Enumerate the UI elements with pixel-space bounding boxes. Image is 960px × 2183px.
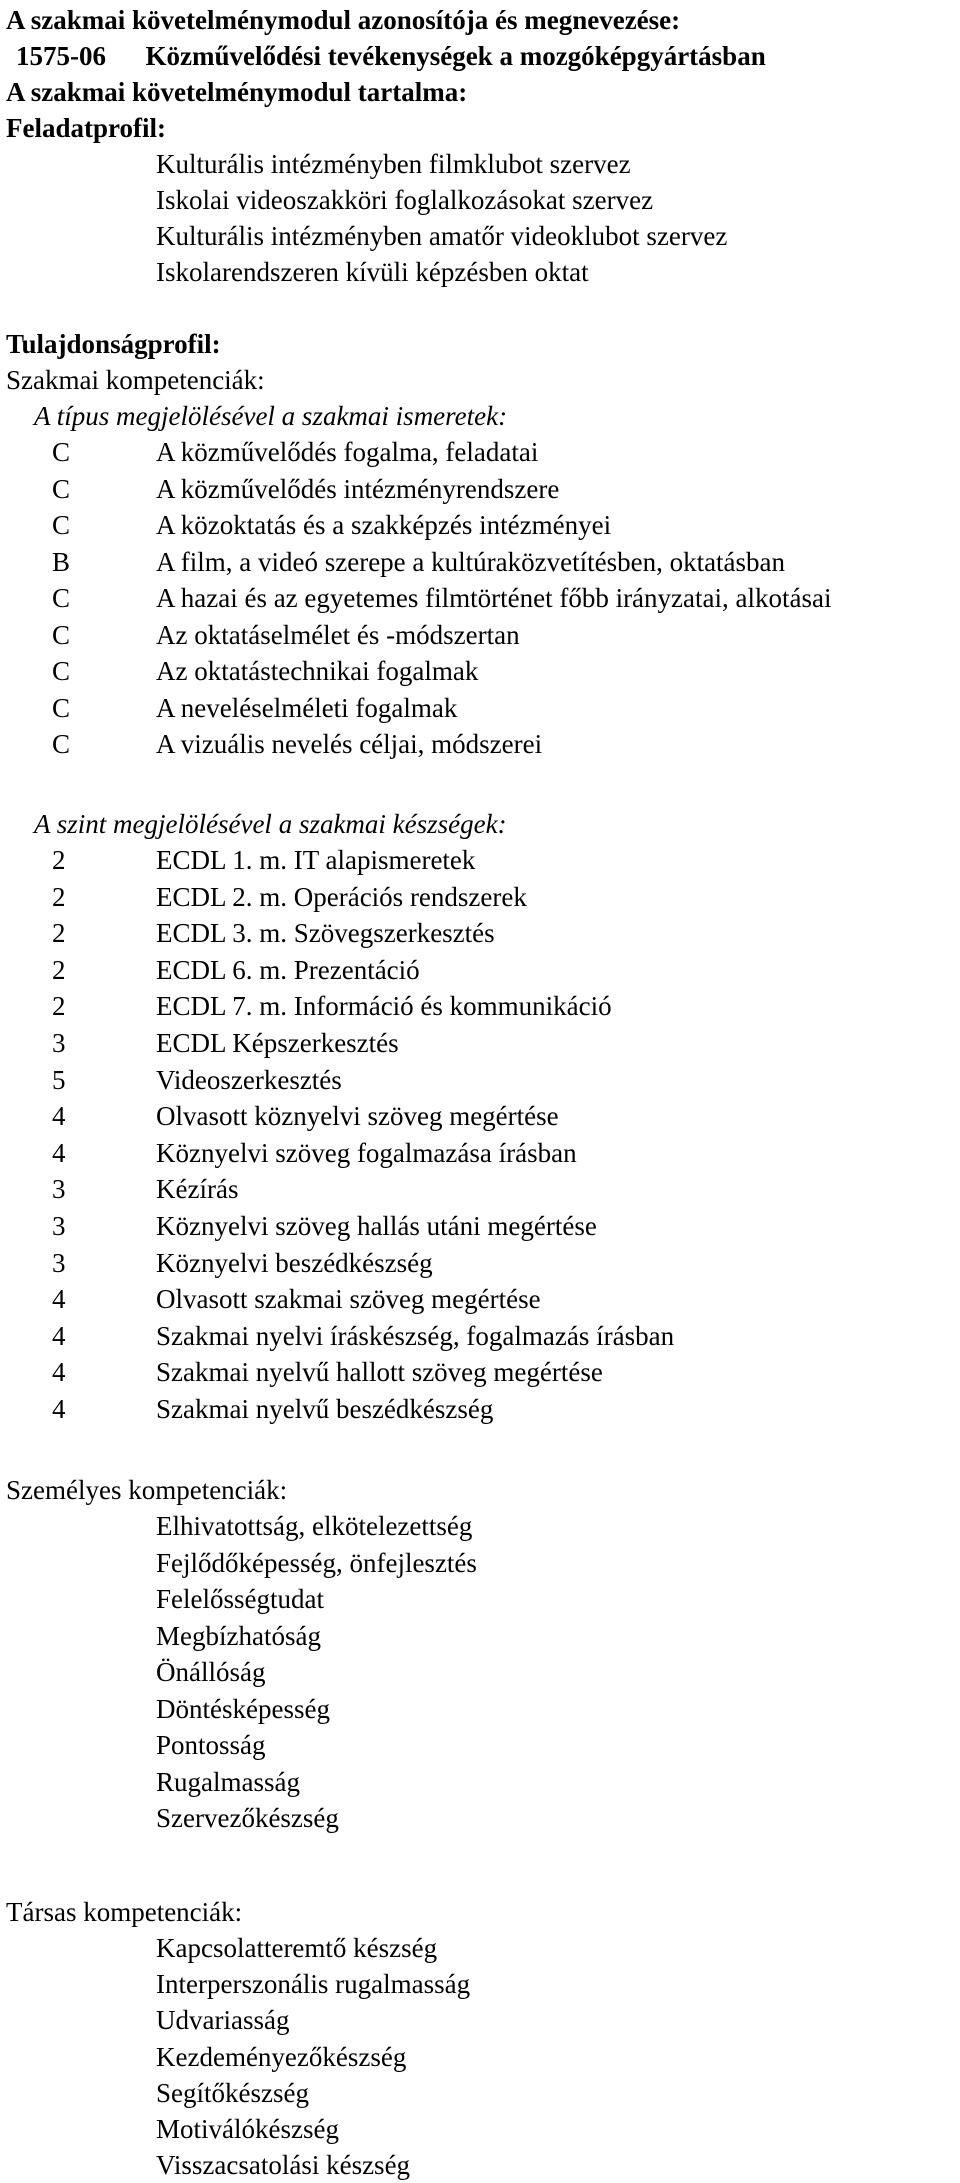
knowledge-item-code: C xyxy=(52,437,71,467)
social-item: Interperszonális rugalmasság xyxy=(156,1969,471,2000)
skill-item-code: 3 xyxy=(52,1211,66,1241)
skill-item xyxy=(6,1025,954,1061)
skill-item xyxy=(6,952,954,988)
skill-item-code: 2 xyxy=(52,881,66,912)
personal-item: Pontosság xyxy=(156,1730,266,1760)
module-content-heading: A szakmai követelménymodul tartalma: xyxy=(6,77,468,107)
skill-item-text: ECDL 2. m. Operációs rendszerek xyxy=(156,881,527,912)
skill-item-code: 4 xyxy=(52,1394,66,1424)
skill-item-text: Olvasott köznyelvi szöveg megértése xyxy=(156,1101,559,1132)
knowledge-item-code: C xyxy=(52,510,71,540)
skill-item-code: 4 xyxy=(52,1320,66,1351)
knowledge-item-code: C xyxy=(52,656,71,686)
skill-item-text: ECDL 3. m. Szövegszerkesztés xyxy=(156,918,495,949)
knowledge-item-text: A vizuális nevelés céljai, módszerei xyxy=(156,729,543,759)
skill-item xyxy=(6,1098,954,1134)
social-item: Udvariasság xyxy=(156,2005,290,2036)
module-code-line xyxy=(16,38,766,74)
knowledge-item-code: C xyxy=(52,473,71,504)
module-name: Közművelődési tevékenységek a mozgóképgyártásban xyxy=(145,41,766,71)
skill-item xyxy=(6,842,954,878)
task-item: Kulturális intézményben amatőr videoklubot szervez xyxy=(156,221,728,251)
task-item: Iskolai videoszakköri foglalkozásokat szervez xyxy=(156,185,654,215)
knowledge-item-text: Az oktatáselmélet és -módszertan xyxy=(156,619,520,650)
skill-item-text: Videoszerkesztés xyxy=(156,1064,342,1095)
knowledge-item xyxy=(6,434,954,470)
knowledge-item-text: Az oktatástechnikai fogalmak xyxy=(156,656,479,686)
knowledge-item xyxy=(6,544,954,580)
skill-item-text: Köznyelvi szöveg fogalmazása írásban xyxy=(156,1137,577,1168)
module-id-heading: A szakmai követelménymodul azonosítója és megnevezése: xyxy=(6,5,681,35)
personal-item: Felelősségtudat xyxy=(156,1584,324,1614)
skill-item-text: Köznyelvi beszédkészség xyxy=(156,1247,433,1278)
knowledge-item xyxy=(6,617,954,653)
social-item: Segítőkészség xyxy=(156,2077,309,2108)
social-item: Visszacsatolási készség xyxy=(156,2150,411,2181)
skill-item xyxy=(6,1354,954,1390)
skill-item xyxy=(6,915,954,951)
skill-item xyxy=(6,1245,954,1281)
task-item: Iskolarendszeren kívüli képzésben oktat xyxy=(156,257,589,287)
skill-item-text: ECDL Képszerkesztés xyxy=(156,1028,399,1058)
knowledge-item-code: B xyxy=(52,546,71,577)
knowledge-item xyxy=(6,580,954,616)
professional-competencies-heading: Szakmai kompetenciák: xyxy=(6,365,265,395)
knowledge-item-text: A közművelődés fogalma, feladatai xyxy=(156,437,539,467)
skill-item xyxy=(6,1391,954,1427)
knowledge-item xyxy=(6,653,954,689)
skill-item-text: Köznyelvi szöveg hallás utáni megértése xyxy=(156,1211,597,1241)
skill-item xyxy=(6,1281,954,1317)
social-item: Kezdeményezőkészség xyxy=(156,2041,407,2072)
knowledge-item-text: A hazai és az egyetemes filmtörténet főbb irányzatai, alkotásai xyxy=(156,583,832,613)
skill-item xyxy=(6,1318,954,1354)
skill-item-text: Szakmai nyelvű beszédkészség xyxy=(156,1394,494,1424)
knowledge-item-text: A közoktatás és a szakképzés intézményei xyxy=(156,510,612,540)
skill-item-code: 4 xyxy=(52,1137,66,1168)
skill-item xyxy=(6,1171,954,1207)
skill-item xyxy=(6,1062,954,1098)
knowledge-item xyxy=(6,471,954,507)
knowledge-item xyxy=(6,726,954,762)
social-item: Motiválókészség xyxy=(156,2114,339,2144)
skill-item-text: ECDL 1. m. IT alapismeretek xyxy=(156,845,476,875)
skill-item-code: 5 xyxy=(52,1064,66,1095)
skill-item-text: Olvasott szakmai szöveg megértése xyxy=(156,1284,541,1315)
knowledge-item-code: C xyxy=(52,619,71,650)
property-profile-heading: Tulajdonságprofil: xyxy=(6,329,221,359)
knowledge-heading: A típus megjelölésével a szakmai ismeretek: xyxy=(34,401,508,431)
module-code: 1575-06 xyxy=(16,41,106,71)
skill-item xyxy=(6,1135,954,1171)
skill-item-code: 3 xyxy=(52,1174,66,1205)
knowledge-item-text: A neveléselméleti fogalmak xyxy=(156,692,458,723)
task-item: Kulturális intézményben filmklubot szervez xyxy=(156,149,631,179)
personal-competencies-heading: Személyes kompetenciák: xyxy=(6,1475,288,1505)
skill-item-code: 2 xyxy=(52,918,66,949)
personal-item: Önállóság xyxy=(156,1657,266,1687)
personal-item: Szervezőkészség xyxy=(156,1803,339,1833)
knowledge-item xyxy=(6,690,954,726)
social-item: Kapcsolatteremtő készség xyxy=(156,1933,438,1963)
skill-item-text: Szakmai nyelvi íráskészség, fogalmazás írásban xyxy=(156,1320,675,1351)
skill-item-text: Kézírás xyxy=(156,1174,239,1205)
skill-item-code: 4 xyxy=(52,1357,66,1388)
skill-item-text: ECDL 7. m. Információ és kommunikáció xyxy=(156,991,612,1022)
skill-item-code: 2 xyxy=(52,845,66,875)
personal-item: Megbízhatóság xyxy=(156,1620,321,1651)
skill-item-code: 4 xyxy=(52,1284,66,1315)
skill-item-code: 2 xyxy=(52,954,66,985)
knowledge-item-code: C xyxy=(52,729,71,759)
knowledge-item-text: A film, a videó szerepe a kultúraközvetítésben, oktatásban xyxy=(156,546,786,577)
knowledge-item-code: C xyxy=(52,583,71,613)
knowledge-item-code: C xyxy=(52,692,71,723)
skill-item-code: 3 xyxy=(52,1247,66,1278)
knowledge-item-text: A közművelődés intézményrendszere xyxy=(156,473,560,504)
skill-item-text: Szakmai nyelvű hallott szöveg megértése xyxy=(156,1357,603,1388)
social-competencies-heading: Társas kompetenciák: xyxy=(6,1897,243,1927)
skill-item xyxy=(6,988,954,1024)
task-profile-heading: Feladatprofil: xyxy=(6,113,166,143)
skill-item xyxy=(6,879,954,915)
personal-item: Rugalmasság xyxy=(156,1766,300,1797)
knowledge-item xyxy=(6,507,954,543)
skill-item-code: 4 xyxy=(52,1101,66,1132)
personal-item: Elhivatottság, elkötelezettség xyxy=(156,1511,473,1541)
personal-item: Döntésképesség xyxy=(156,1693,330,1724)
skill-item-code: 3 xyxy=(52,1028,66,1058)
skill-item xyxy=(6,1208,954,1244)
skill-item-code: 2 xyxy=(52,991,66,1022)
personal-item: Fejlődőképesség, önfejlesztés xyxy=(156,1547,477,1578)
skills-heading: A szint megjelölésével a szakmai készségek: xyxy=(34,809,507,839)
skill-item-text: ECDL 6. m. Prezentáció xyxy=(156,954,420,985)
